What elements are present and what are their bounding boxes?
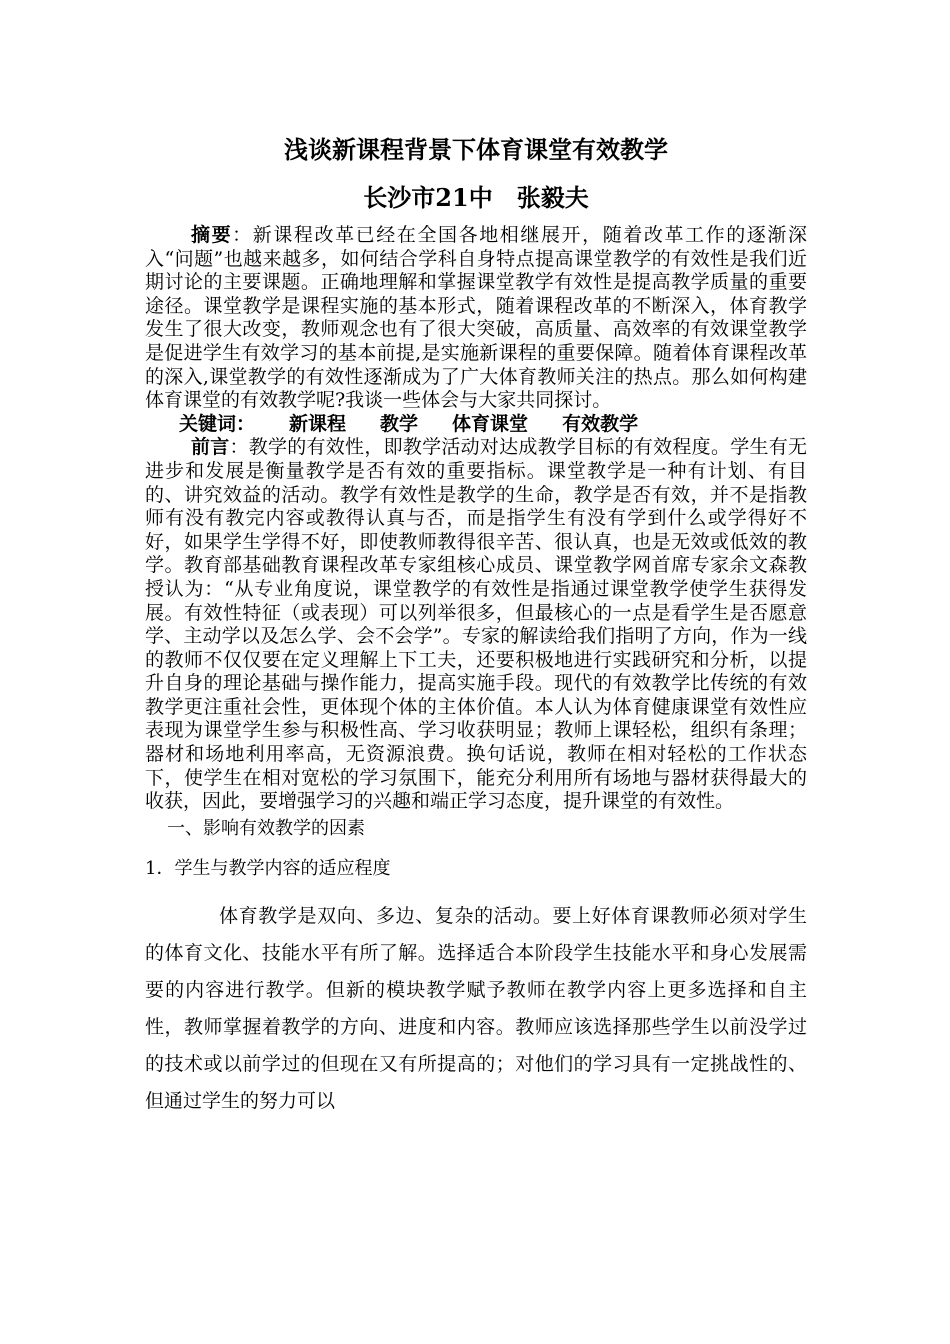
preface-paragraph — [145, 436, 807, 814]
section-heading: 一、影响有效教学的因素 — [167, 817, 365, 839]
keyword-item: 新课程 — [289, 412, 347, 435]
abstract-text: ：新课程改革已经在全国各地相继展开，随着改革工作的逐渐深入“问题”也越来越多，如何结合学科自身特点提高课堂教学的有效性是我们近期讨论的主要课题。正确地理解和掌握课堂教学有效性是提高教学质量的重要途径。课堂教学是课程实施的基本形式，随着课程改革的不断深入，体育教学发生了很大改变，教师观念也有了很大突破，高质量、高效率的有效课堂教学是促进学生有效学习的基本前提,是实施新课程的重要保障。随着体育课程改革的深入,课堂教学的有效性逐渐成为了广大体育教师关注的热点。那么如何构建体育课堂的有效教学呢?我谈一些体会与大家共同探讨。 — [145, 224, 807, 412]
keyword-item: 教学 — [380, 412, 419, 435]
keyword-item: 体育课堂 — [452, 412, 529, 435]
document-page — [145, 130, 807, 1120]
abstract-paragraph — [145, 224, 807, 413]
body-paragraph: 体育教学是双向、多边、复杂的活动。要上好体育课教师必须对学生的体育文化、技能水平有所了解。选择适合本阶段学生技能水平和身心发展需要的内容进行教学。但新的模块教学赋予教师在教学内容上更多选择和自主性，教师掌握着教学的方向、进度和内容。教师应该选择那些学生以前没学过的技术或以前学过的但现在又有所提高的；对他们的学习具有一定挑战性的、但通过学生的努力可以 — [145, 904, 807, 1112]
abstract-label: 摘要 — [191, 224, 233, 246]
document-title: 浅谈新课程背景下体育课堂有效教学 — [284, 135, 668, 164]
keyword-item: 有效教学 — [562, 412, 639, 435]
preface-text: ：教学的有效性，即教学活动对达成教学目标的有效程度。学生有无进步和发展是衡量教学是否有效的重要指标。课堂教学是一种有计划、有目的、讲究效益的活动。教学有效性是教学的生命，教学是否有效，并不是指教师有没有教完内容或教得认真与否，而是指学生有没有学到什么或学得好不好，如果学生学得不好，即使教师教得很辛苦、很认真，也是无效或低效的教学。教育部基础教育课程改革专家组核心成员、课堂教学网首席专家余文森教授认为：“从专业角度说，课堂教学的有效性是指通过课堂教学使学生获得发展。有效性特征（或表现）可以列举很多，但最核心的一点是看学生是否愿意学、主动学以及怎么学、会不会学”。专家的解读给我们指明了方向，作为一线的教师不仅仅要在定义理解上下工夫，还要积极地进行实践研究和分析，以提升自身的理论基础与操作能力，提高实施手段。现代的有效教学比传统的有效教学更注重社会性，更体现个体的主体价值。本人认为体育健康课堂有效性应表现为课堂学生参与积极性高、学习收获明显；教师上课轻松，组织有条理；器材和场地利用率高，无资源浪费。换句话说，教师在相对轻松的工作状态下，使学生在相对宽松的学习氛围下，能充分利用所有场地与器材获得最大的收获，因此，要增强学习的兴趣和端正学习态度，提升课堂的有效性。 — [145, 436, 807, 813]
document-author: 长沙市21中 张毅夫 — [363, 183, 589, 212]
preface-label: 前言 — [191, 436, 230, 459]
subsection-heading: 1．学生与教学内容的适应程度 — [145, 857, 391, 879]
keywords-label: 关键词： — [179, 412, 256, 435]
keywords-line — [145, 413, 807, 437]
